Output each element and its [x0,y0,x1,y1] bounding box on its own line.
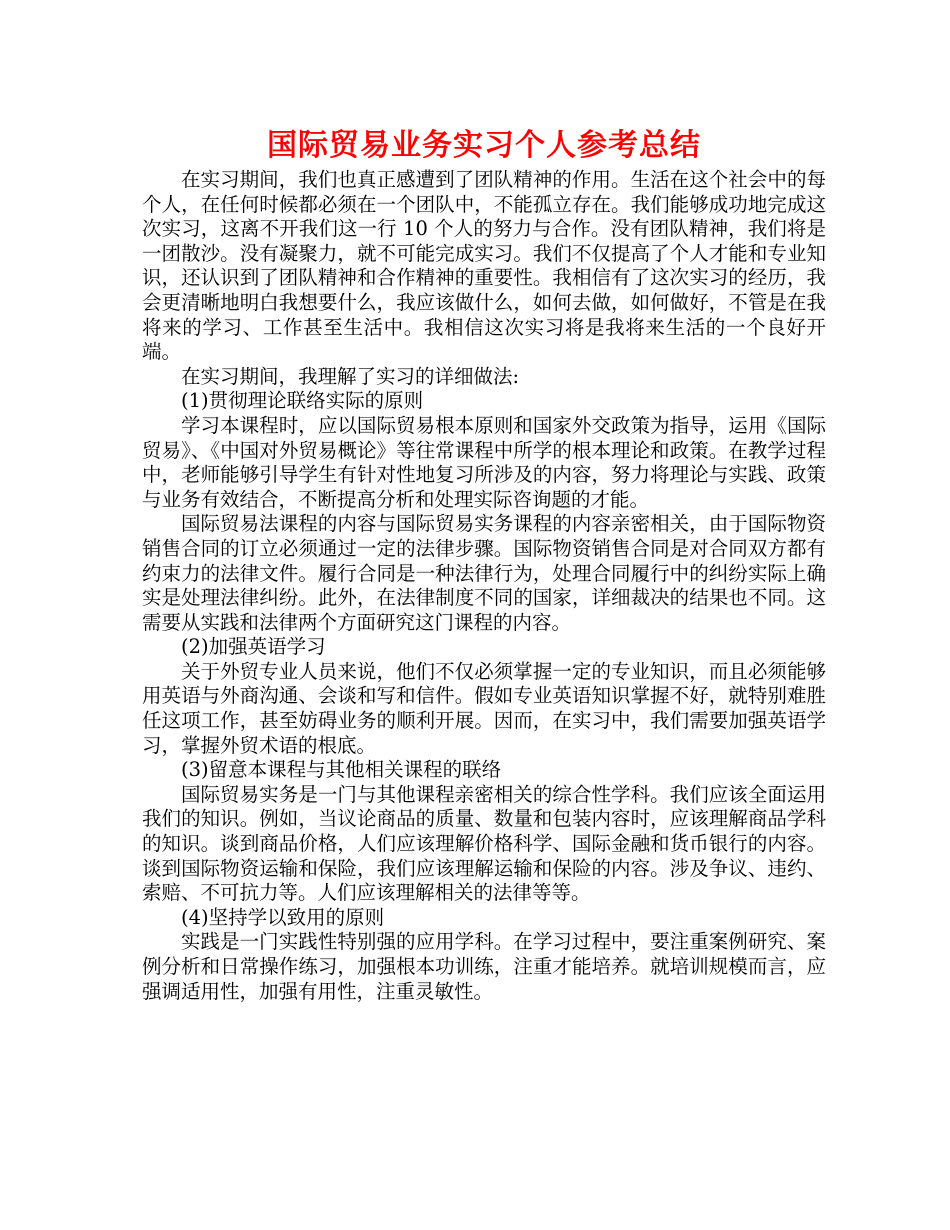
paragraph-trade-law: 国际贸易法课程的内容与国际贸易实务课程的内容亲密相关，由于国际物资销售合同的订立必须通过一定的法律步骤。国际物资销售合同是对合同双方都有约束力的法律文件。履行合同是一种法律行为，处理合同履行中的纠纷实际上确实是处理法律纠纷。此外，在法律制度不同的国家，详细裁决的结果也不同。这需要从实践和法律两个方面研究这门课程的内容。 [142,512,826,634]
paragraph-english-study: 关于外贸专业人员来说，他们不仅必须掌握一定的专业知识，而且必须能够用英语与外商沟通、会谈和写和信件。假如专业英语知识掌握不好，就特别难胜任这项工作，甚至妨碍业务的顺利开展。因而，在实习中，我们需要加强英语学习，掌握外贸术语的根底。 [142,659,826,757]
paragraph-theory-practice: 学习本课程时，应以国际贸易根本原则和国家外交政策为指导，运用《国际贸易》、《中国对外贸易概论》等往常课程中所学的根本理论和政策。在教学过程中，老师能够引导学生有针对性地复习所涉及的内容，努力将理论与实践、政策与业务有效结合，不断提高分析和处理实际咨询题的才能。 [142,413,826,511]
document-title: 国际贸易业务实习个人参考总结 [267,128,701,163]
section-heading-3: (3)留意本课程与其他相关课程的联络 [181,758,502,782]
paragraph-related-courses: 国际贸易实务是一门与其他课程亲密相关的综合性学科。我们应该全面运用我们的知识。例如，当议论商品的质量、数量和包装内容时，应该理解商品学科的知识。谈到商品价格，人们应该理解价格科学、国际金融和货币银行的内容。谈到国际物资运输和保险，我们应该理解运输和保险的内容。涉及争议、违约、索赔、不可抗力等。人们应该理解相关的法律等等。 [142,782,826,905]
section-heading-1: (1)贯彻理论联络实际的原则 [181,389,424,413]
paragraph-intro-methods: 在实习期间，我理解了实习的详细做法: [181,364,520,388]
document-page [142,126,826,1004]
document-body [142,168,826,1004]
paragraph-teamwork: 在实习期间，我们也真正感遭到了团队精神的作用。生活在这个社会中的每个人，在任何时候都必须在一个团队中，不能孤立存在。我们能够成功地完成这次实习，这离不开我们这一行 10 个人的努力与合作。没有团队精神，我们将是一团散沙。没有凝聚力，就不可能完成实习。我们不仅提高了个人才能和专业知识，还认识到了团队精神和合作精神的重要性。我相信有了这次实习的经历，我会更清晰地明白我想要什么，我应该做什么，如何去做，如何做好，不管是在我将来的学习、工作甚至生活中。我相信这次实习将是我将来生活的一个良好开端。 [142,168,826,364]
section-heading-2: (2)加强英语学习 [181,635,326,659]
paragraph-applied-learning: 实践是一门实践性特别强的应用学科。在学习过程中，要注重案例研究、案例分析和日常操作练习，加强根本功训练，注重才能培养。就培训规模而言，应强调适用性，加强有用性，注重灵敏性。 [142,930,826,1003]
section-heading-4: (4)坚持学以致用的原则 [181,905,385,929]
